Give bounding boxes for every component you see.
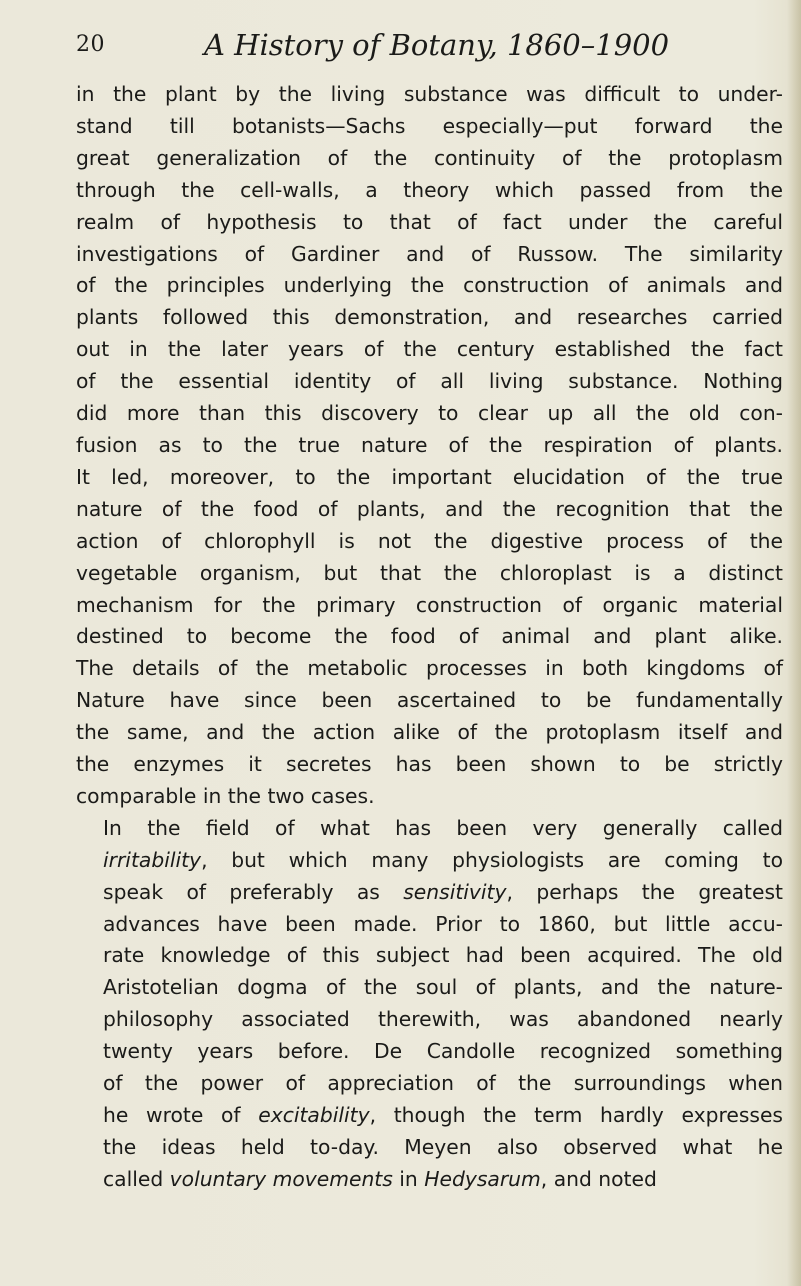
text-line	[76, 366, 783, 398]
text-line	[76, 207, 783, 239]
italic-term: irritability	[103, 847, 202, 872]
text-run: vegetable organism, but that the chloroplast is a distinct	[76, 560, 783, 585]
text-line	[76, 270, 783, 302]
running-title: A History of Botany, 1860–1900	[204, 28, 670, 62]
italic-term: Hedysarum	[424, 1166, 541, 1191]
text-line	[76, 494, 783, 526]
italic-term: excitability	[258, 1103, 370, 1127]
text-run: twenty years before. De Candolle recognized something	[103, 1039, 783, 1064]
text-line	[76, 940, 783, 972]
text-run: the same, and the action alike of the protoplasm itself and	[76, 720, 783, 745]
text-line	[76, 462, 783, 494]
text-line	[76, 653, 783, 685]
text-run: of the essential identity of all living substance. Nothing	[76, 369, 783, 394]
text-run: action of chlorophyll is not the digestive process of the	[76, 528, 783, 553]
text-run: did more than this discovery to clear up all the old con-	[76, 401, 783, 426]
text-line	[76, 302, 783, 334]
text-run: called	[103, 1166, 170, 1191]
text-line	[76, 813, 783, 845]
paragraph	[76, 79, 783, 813]
text-line	[76, 1164, 783, 1196]
text-line	[76, 685, 783, 717]
text-run: investigations of Gardiner and of Russow. The similarity	[76, 241, 783, 266]
text-line	[76, 175, 783, 207]
text-line	[76, 398, 783, 430]
text-line	[76, 845, 783, 877]
text-run: , and noted	[540, 1166, 657, 1191]
text-run: fusion as to the true nature of the respiration of plants.	[76, 432, 783, 457]
page-header	[0, 26, 801, 66]
text-run: destined to become the food of animal and plant alike.	[76, 624, 783, 649]
text-line	[76, 1036, 783, 1068]
text-run: The details of the metabolic processes in both kingdoms of	[76, 656, 783, 681]
paragraph	[76, 813, 783, 1196]
text-run: realm of hypothesis to that of fact under the careful	[76, 209, 783, 234]
text-line	[76, 558, 783, 590]
text-run: of the principles underlying the construction of animals and	[76, 273, 783, 298]
text-run: in	[392, 1166, 425, 1191]
text-run: It led, moreover, to the important elucidation of the true	[76, 464, 783, 489]
text-line	[76, 1132, 783, 1164]
text-line	[76, 1004, 783, 1036]
text-line	[76, 526, 783, 558]
text-line	[76, 111, 783, 143]
text-run: , though the term hardly expresses	[369, 1103, 783, 1127]
text-run: speak of preferably as	[103, 879, 404, 904]
text-run: rate knowledge of this subject had been acquired. The old	[103, 943, 783, 968]
text-line	[76, 621, 783, 653]
text-line	[76, 239, 783, 271]
text-line	[76, 79, 783, 111]
text-run: advances have been made. Prior to 1860, but little accu-	[103, 911, 783, 936]
text-run: the ideas held to-day. Meyen also observed what he	[103, 1134, 783, 1159]
text-line	[76, 143, 783, 175]
text-line	[76, 717, 783, 749]
italic-term: sensitivity	[403, 879, 507, 904]
text-line	[76, 781, 783, 813]
text-run: In the field of what has been very generally called	[103, 815, 783, 840]
italic-term: voluntary movements	[169, 1166, 393, 1191]
text-line	[76, 877, 783, 909]
text-run: out in the later years of the century established the fact	[76, 337, 783, 362]
text-run: great generalization of the continuity of the protoplasm	[76, 145, 783, 170]
text-run: , perhaps the greatest	[506, 879, 784, 904]
text-line	[76, 909, 783, 941]
text-run: in the plant by the living substance was difficult to under-	[76, 82, 783, 106]
text-run: plants followed this demonstration, and researches carried	[76, 305, 783, 330]
text-line	[76, 749, 783, 781]
text-run: nature of the food of plants, and the recognition that the	[76, 496, 783, 521]
text-run: comparable in the two cases.	[76, 783, 375, 808]
text-run: philosophy associated therewith, was abandoned nearly	[103, 1007, 783, 1032]
text-run: through the cell-walls, a theory which passed from the	[76, 177, 783, 202]
text-line	[76, 590, 783, 622]
text-line	[76, 972, 783, 1004]
text-line	[76, 1100, 783, 1132]
text-run: Nature have since been ascertained to be fundamentally	[76, 688, 783, 713]
body-text	[76, 79, 783, 1196]
text-run: the enzymes it secretes has been shown to be strictly	[76, 752, 783, 777]
text-line	[76, 1068, 783, 1100]
text-run: , but which many physiologists are coming to	[201, 847, 783, 872]
text-line	[76, 430, 783, 462]
text-run: stand till botanists—Sachs especially—put forward the	[76, 113, 783, 138]
text-run: of the power of appreciation of the surroundings when	[103, 1071, 783, 1096]
page-number: 20	[76, 32, 105, 57]
text-run: Aristotelian dogma of the soul of plants, and the nature-	[103, 975, 783, 1000]
text-run: mechanism for the primary construction of organic material	[76, 592, 783, 617]
text-line	[76, 334, 783, 366]
text-run: he wrote of	[103, 1103, 259, 1127]
page-edge-shadow	[787, 0, 801, 1286]
